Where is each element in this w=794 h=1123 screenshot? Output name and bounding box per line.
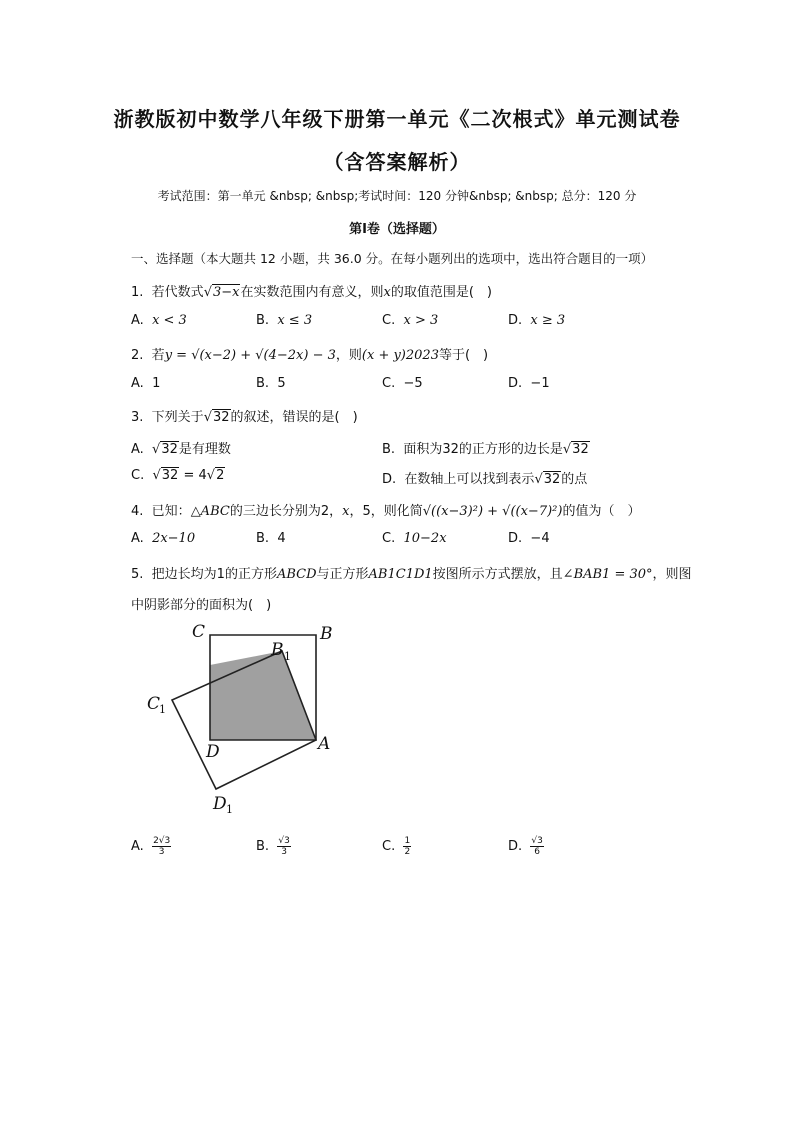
option-b[interactable]: B. $\frac{√3}{3}$: [256, 836, 290, 857]
question-text: 等于( ): [438, 348, 489, 363]
option-d[interactable]: D. −1: [508, 376, 550, 391]
option-d[interactable]: D. −4: [508, 531, 550, 546]
question-text: 若: [151, 348, 165, 363]
section-heading: 第I卷（选择题）: [349, 222, 445, 237]
radical: √3−x: [203, 285, 240, 300]
label-c1: C: [147, 694, 161, 714]
question-text: 把边长均为1的正方形: [151, 567, 277, 582]
question-5: 5. 把边长均为1的正方形ABCD与正方形AB1C1D1按图所示方式摆放，且∠BAB1 = 30°，则图: [131, 567, 692, 582]
label-a: A: [318, 734, 331, 754]
svg-text:1: 1: [226, 803, 233, 816]
question-text: 的叙述，错误的是( ): [230, 410, 358, 425]
question-number: 1.: [131, 285, 144, 300]
option-a[interactable]: A. √32是有理数: [131, 442, 231, 457]
label-d: D: [206, 742, 220, 762]
part-heading: 一、选择题（本大题共 12 小题，共 36.0 分。在每小题列出的选项中，选出符合题目的一项）: [131, 251, 654, 266]
option-c[interactable]: C. −5: [382, 376, 423, 391]
exam-meta: 考试范围：第一单元 &nbsp; &nbsp;考试时间：120 分钟&nbsp; &nbsp; 总分：120 分: [157, 189, 637, 203]
question-text: 的值为（ ）: [562, 504, 641, 519]
question-text: ，则: [335, 348, 362, 363]
question-4: 4. 已知：△ABC的三边长分别为2，x，5，则化简√((x−3)²) + √((x−7)²)的值为（ ）: [131, 504, 641, 519]
question-number: 4.: [131, 504, 144, 519]
question-text: 在实数范围内有意义，则: [240, 285, 384, 300]
label-b1: B: [271, 640, 284, 660]
math-expr: y = √(x−2) + √(4−2x) − 3: [164, 348, 336, 363]
math-expr: (x + y)2023: [361, 348, 439, 363]
option-d[interactable]: D. 在数轴上可以找到表示√32的点: [382, 472, 588, 487]
option-a[interactable]: A. $\frac{2√3}{3}$: [131, 836, 171, 857]
document-title: 浙教版初中数学八年级下册第一单元《二次根式》单元测试卷: [113, 107, 681, 131]
svg-text:1: 1: [159, 703, 166, 716]
squares-diagram: [140, 618, 340, 818]
option-d[interactable]: D. x ≥ 3: [508, 313, 566, 328]
triangle-label: △ABC: [190, 504, 230, 519]
math-expr: √((x−3)²) + √((x−7)²): [422, 504, 563, 519]
option-b[interactable]: B. x ≤ 3: [256, 313, 313, 328]
document-subtitle: （含答案解析）: [323, 150, 471, 174]
question-text: 按图所示方式摆放，且: [432, 567, 563, 582]
radicand: 32: [212, 410, 230, 425]
svg-text:1: 1: [284, 650, 291, 663]
option-a[interactable]: A. 1: [131, 376, 161, 391]
option-c[interactable]: C. x > 3: [382, 313, 439, 328]
question-3: 3. 下列关于√32的叙述，错误的是( ): [131, 410, 358, 425]
option-c[interactable]: C. $\frac{1}{2}$: [382, 836, 411, 857]
option-a[interactable]: A. x < 3: [131, 313, 187, 328]
option-d[interactable]: D. $\frac{√3}{6}$: [508, 836, 543, 857]
label-b: B: [320, 624, 333, 644]
question-text: 下列关于: [151, 410, 204, 425]
option-b[interactable]: B. 面积为32的正方形的边长是√32: [382, 442, 589, 457]
question-number: 3.: [131, 410, 144, 425]
option-c[interactable]: C. √32 = 4√2: [131, 468, 225, 483]
question-text: 的取值范围是( ): [390, 285, 492, 300]
option-b[interactable]: B. 5: [256, 376, 286, 391]
question-1: [131, 281, 492, 300]
question-2: [131, 344, 488, 363]
question-5-continued: 中阴影部分的面积为( ): [131, 598, 272, 613]
question-number: 5.: [131, 567, 144, 582]
question-text: 若代数式: [151, 285, 204, 300]
question-text: ，则图: [652, 567, 692, 582]
option-a[interactable]: A. 2x−10: [131, 531, 196, 546]
shaded-region: [210, 651, 316, 740]
option-b[interactable]: B. 4: [256, 531, 286, 546]
question-text: ，5，则化简: [349, 504, 423, 519]
option-c[interactable]: C. 10−2x: [382, 531, 447, 546]
geometry-figure: [140, 618, 340, 818]
label-c: C: [192, 622, 206, 642]
label-d1: D: [213, 794, 227, 814]
question-number: 2.: [131, 348, 144, 363]
question-text: 与正方形: [316, 567, 369, 582]
question-text: 的三边长分别为2，: [229, 504, 343, 519]
question-text: 已知：: [151, 504, 191, 519]
math-var: x: [383, 285, 391, 300]
